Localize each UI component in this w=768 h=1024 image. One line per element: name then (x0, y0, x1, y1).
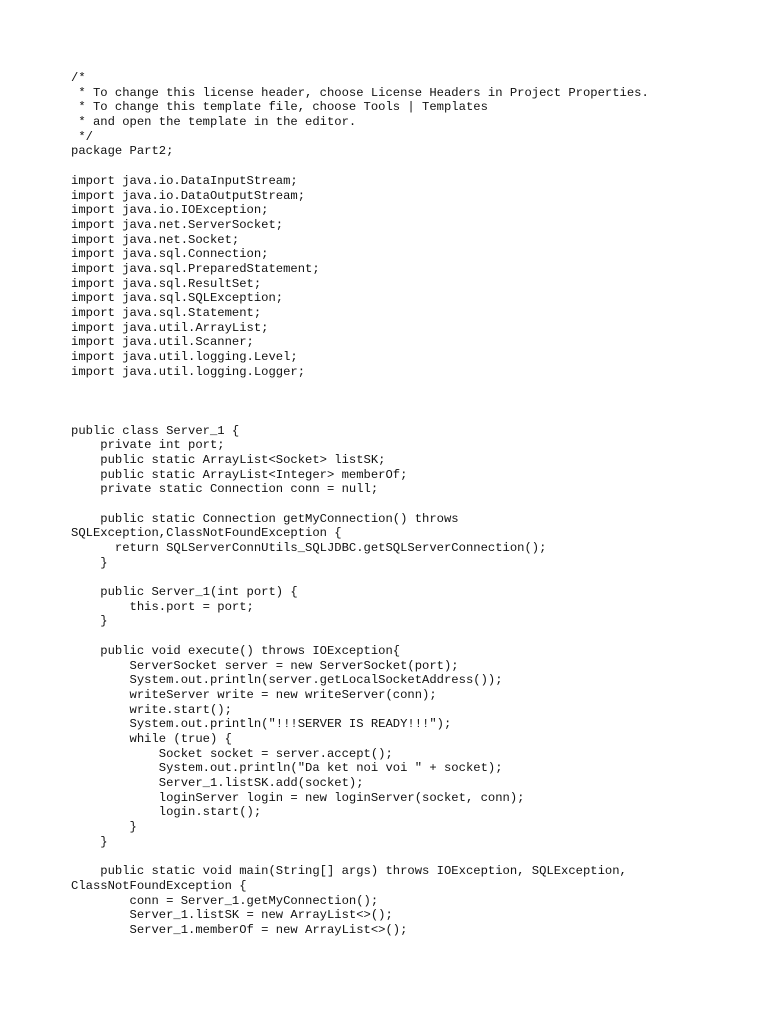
code-line: import java.io.IOException; (71, 203, 269, 218)
code-line: public class Server_1 { (71, 423, 240, 438)
code-line: System.out.println(server.getLocalSocketAddress()); (71, 673, 503, 688)
code-line: Socket socket = server.accept(); (71, 746, 393, 761)
code-line: System.out.println("!!!SERVER IS READY!!!"); (71, 717, 452, 732)
code-line (71, 570, 649, 585)
code-line: write.start(); (71, 702, 232, 717)
code-line: import java.sql.Statement; (71, 306, 262, 320)
code-line: /* (71, 71, 86, 85)
code-line (71, 849, 649, 864)
code-line: ServerSocket server = new ServerSocket(port); (71, 658, 459, 673)
code-line: import java.sql.SQLException; (71, 291, 284, 306)
code-line: } (71, 555, 108, 570)
code-line: SQLException,ClassNotFoundException { (71, 526, 342, 541)
code-line: import java.net.Socket; (71, 232, 240, 247)
code-line: * To change this template file, choose Tools | Templates (71, 100, 488, 115)
code-line (71, 497, 649, 512)
code-line: public void execute() throws IOException{ (71, 643, 401, 658)
code-line: } (71, 614, 108, 629)
code-line: import java.sql.Connection; (71, 247, 269, 262)
code-line: writeServer write = new writeServer(conn); (71, 687, 437, 702)
code-line (71, 159, 649, 174)
code-line: Server_1.memberOf = new ArrayList<>(); (71, 922, 408, 937)
code-line (71, 379, 649, 394)
code-line: this.port = port; (71, 599, 254, 614)
code-line: loginServer login = new loginServer(socket, conn); (71, 790, 525, 805)
code-line: public static Connection getMyConnection() throws (71, 511, 459, 526)
code-block (71, 71, 649, 938)
code-line: import java.util.ArrayList; (71, 320, 269, 335)
code-line: public Server_1(int port) { (71, 585, 298, 600)
code-line: public static ArrayList<Integer> memberOf; (71, 467, 408, 482)
code-line: import java.util.logging.Logger; (71, 364, 306, 379)
code-line: package Part2; (71, 144, 174, 159)
code-line: while (true) { (71, 731, 232, 746)
code-line: System.out.println("Da ket noi voi " + socket); (71, 761, 503, 776)
code-line: } (71, 834, 108, 849)
code-line: public static ArrayList<Socket> listSK; (71, 452, 386, 467)
code-line: return SQLServerConnUtils_SQLJDBC.getSQLServerConnection(); (71, 541, 547, 555)
code-line: import java.util.Scanner; (71, 335, 254, 350)
code-line: import java.io.DataOutputStream; (71, 188, 306, 203)
code-line: login.start(); (71, 805, 262, 820)
code-line: */ (71, 129, 93, 144)
code-line: import java.net.ServerSocket; (71, 217, 284, 232)
code-line: import java.sql.PreparedStatement; (71, 261, 320, 276)
code-line: private int port; (71, 438, 225, 453)
code-line (71, 394, 649, 409)
code-line: import java.io.DataInputStream; (71, 173, 298, 188)
code-line: public static void main(String[] args) throws IOException, SQLException, (71, 864, 627, 879)
code-line (71, 409, 649, 424)
code-line: Server_1.listSK = new ArrayList<>(); (71, 908, 393, 923)
code-line (71, 629, 649, 644)
code-line: private static Connection conn = null; (71, 482, 379, 497)
code-line: ClassNotFoundException { (71, 878, 247, 893)
code-line: Server_1.listSK.add(socket); (71, 776, 364, 790)
code-line: } (71, 820, 137, 835)
code-line: conn = Server_1.getMyConnection(); (71, 893, 379, 908)
code-line: import java.util.logging.Level; (71, 350, 298, 365)
code-line: * To change this license header, choose License Headers in Project Properties. (71, 85, 649, 100)
code-line: * and open the template in the editor. (71, 115, 357, 130)
code-line: import java.sql.ResultSet; (71, 276, 262, 291)
